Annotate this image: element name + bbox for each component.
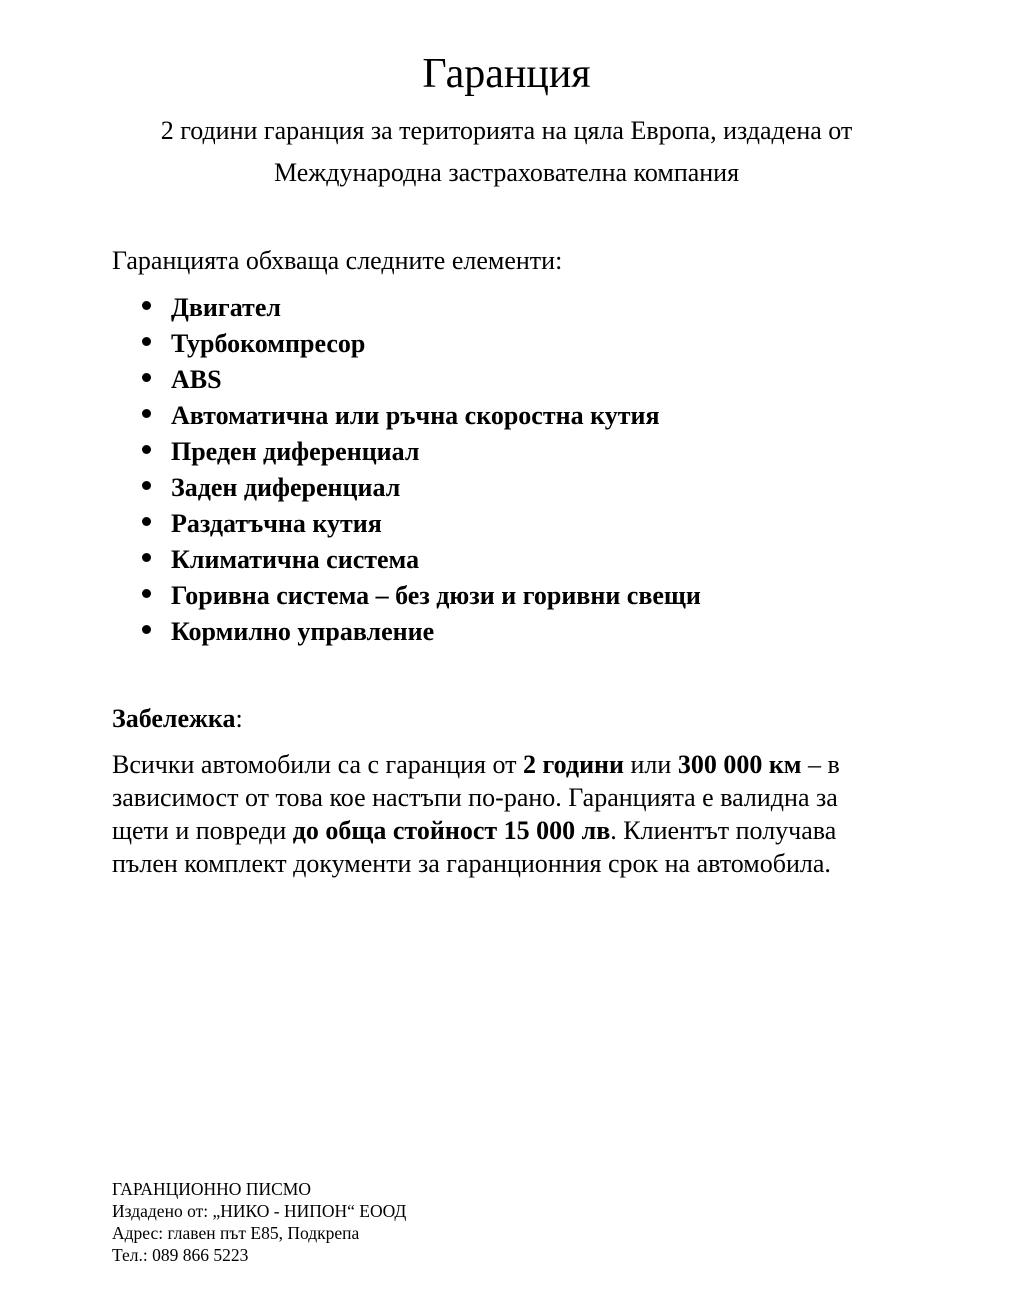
bullet-icon [142,445,151,454]
list-item [142,542,901,578]
list-item [142,506,901,542]
subtitle-line-1: 2 години гаранция за територията на цяла Европа, издадена от [160,115,853,145]
note-colon: : [235,703,243,733]
bullet-icon [142,373,151,382]
list-item-label: Турбокомпресор [171,328,366,358]
list-item [142,398,901,434]
emphasized-text: до обща стойност 15 000 лв [292,815,611,845]
list-item-label: Двигател [171,292,281,322]
bullet-icon [142,625,151,634]
emphasized-text: 2 години [523,749,625,779]
footer-phone: Тел.: 089 866 5223 [112,1245,249,1265]
bullet-icon [142,337,151,346]
list-item [142,470,901,506]
subtitle-line-2: Международна застрахователна компания [273,157,740,187]
bullet-icon [142,409,151,418]
note-heading [112,702,901,735]
footer-address: Адрес: главен път Е85, Подкрепа [112,1223,360,1243]
bullet-icon [142,301,151,310]
bullet-icon [142,517,151,526]
coverage-intro-text: Гаранцията обхваща следните елементи: [112,245,563,275]
body-text: или [624,749,678,779]
list-item-label: Заден диференциал [171,472,401,502]
list-item-label: Раздатъчна кутия [171,508,382,538]
body-text: . Клиентът получава пълен комплект документи за гаранционния срок на автомобила. [112,815,837,878]
footer-issued-by: Издадено от: „НИКО - НИПОН“ ЕООД [112,1201,407,1221]
footer-letter-title: ГАРАНЦИОННО ПИСМО [112,1179,311,1199]
list-item-label: Климатична система [171,544,420,574]
coverage-list [112,290,901,650]
list-item [142,434,901,470]
list-item-label: ABS [171,364,222,394]
note-paragraph [112,748,890,880]
list-item-label: Горивна система – без дюзи и горивни свещи [171,580,701,610]
bullet-icon [142,589,151,598]
document-title: Гаранция [422,51,591,97]
list-item [142,326,901,362]
bullet-icon [142,481,151,490]
document-subtitle [112,110,901,194]
list-item-label: Автоматична или ръчна скоростна кутия [171,400,660,430]
body-text: Всички автомобили са с гаранция от [112,749,523,779]
list-item [142,362,901,398]
list-item-label: Кормилно управление [171,616,435,646]
list-item [142,578,901,614]
list-item [142,290,901,326]
body-text: – в зависимост от това кое настъпи по-рано. Гаранцията е валидна за щети и повреди [112,749,840,845]
emphasized-text: 300 000 км [677,749,802,779]
note-label: Забележка [112,703,236,733]
bullet-icon [142,553,151,562]
list-item-label: Преден диференциал [171,436,420,466]
document-footer [112,1178,406,1266]
list-item [142,614,901,650]
